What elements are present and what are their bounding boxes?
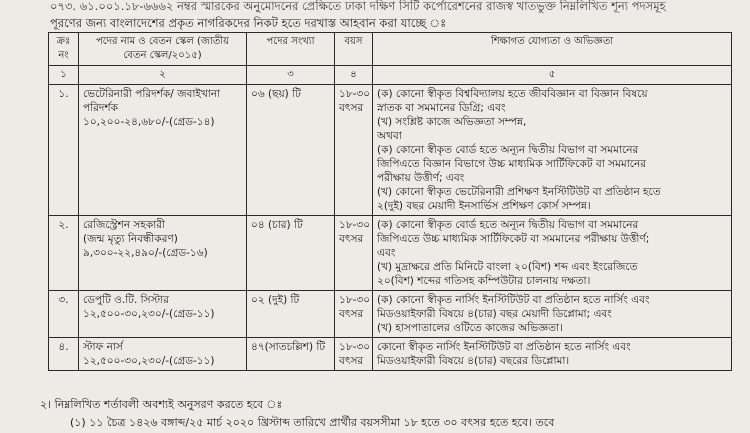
qual-line: (খ) সংশ্লিষ্ট কাজে অভিজ্ঞতা সম্পন্ন, [377, 116, 527, 128]
qual-line: স্নাতক বা সমমানের ডিগ্রি; এবং [377, 102, 506, 114]
table-row [49, 291, 732, 338]
row-count: ৪৭(সাতচল্লিশ) টি [247, 338, 335, 371]
row-qualification [373, 291, 732, 338]
age-line: ১৮-৩০ [339, 294, 371, 306]
qual-line: (ক) কোনো স্বীকৃত নার্সিং ইনস্টিটিউট বা প্রতিষ্ঠান হতে নার্সিং এবং [377, 294, 650, 306]
column-number: ৩ [247, 66, 335, 85]
post-line: ডেপুটি ও.টি. সিস্টার [83, 294, 169, 306]
qual-line: মিডওয়াইফারী বিষয়ে ৪(চার) বছরের ডিপ্লোমা। [377, 355, 570, 367]
qual-line: (খ) কোনো স্বীকৃত ভেটেরিনারী প্রশিক্ষণ ইনস্টিটিউট বা প্রতিষ্ঠান হতে [377, 186, 661, 198]
post-line: ভেটেরিনারী পরিদর্শক/ জবাইখানা [83, 88, 221, 100]
qual-line: এবং [377, 247, 396, 259]
post-line: ৯,৩০০-২২,৪৯০/-(গ্রেড-১৬) [83, 247, 208, 259]
column-number: ২ [79, 66, 247, 85]
header-post: পদের নাম ও বেতন স্কেল (জাতীয় বেতন স্কেল/২০১৫) [79, 33, 247, 66]
table-header-row [49, 33, 732, 66]
qual-line: অথবা [377, 130, 402, 142]
conditions-section [40, 396, 740, 432]
row-post [79, 216, 247, 291]
qual-line: পরীক্ষায় উত্তীর্ণ; এবং [377, 172, 465, 184]
row-qualification [373, 338, 732, 371]
header-serial: ক্রঃ নং [49, 33, 79, 66]
age-line: বৎসর [339, 233, 364, 245]
row-count: ০২ (দুই) টি [247, 291, 335, 338]
post-line: ১০,২০০-২৪,৬৮০/-(গ্রেড-১৪) [83, 116, 215, 128]
post-line: ১২,৫০০-৩০,২৩০/-(গ্রেড-১১) [83, 355, 215, 367]
intro-line-2: পূরণের জন্য বাংলাদেশের প্রকৃত নাগরিকদের নিকট হতে দরখাস্ত আহবান করা যাচ্ছে ঃ [50, 16, 447, 30]
table-row [49, 338, 732, 371]
qual-line: (ক) কোনো স্বীকৃত বোর্ড হতে অন্যূন দ্বিতীয় বিভাগ বা সমমানের [377, 144, 639, 156]
intro-text [50, 0, 740, 32]
column-number: ১ [49, 66, 79, 85]
row-serial: ৩. [49, 291, 79, 338]
condition-item: (১) ১১ চৈত্র ১৪২৬ বঙ্গাব্দ/২৫ মার্চ ২০২০ খ্রিস্টাব্দ তারিখে প্রার্থীর বয়সসীমা ১৮ হতে ৩০ বৎসর হতে হবে। তবে [70, 416, 555, 429]
row-qualification [373, 85, 732, 216]
row-serial: ১. [49, 85, 79, 216]
post-line: (জন্ম মৃত্যু নিবন্ধীকরণ) [83, 233, 178, 245]
row-count: ০৬ (ছয়) টি [247, 85, 335, 216]
post-line: পরিদর্শক [83, 102, 118, 114]
row-age [335, 291, 373, 338]
qual-line: জিপিএতে উচ্চ মাধ্যমিক সার্টিফিকেট বা সমমানের পরীক্ষায় উত্তীর্ণ; [377, 233, 650, 245]
column-number: ৫ [373, 66, 732, 85]
age-line: ১৮-৩০ [339, 341, 371, 353]
row-post [79, 291, 247, 338]
intro-line-1: ০৭৩. ৬১.০০১.১৮-৬৬৬২ নম্বর স্মারকের অনুমোদনের প্রেক্ষিতে ঢাকা দক্ষিণ সিটি কর্পোরেশনের রাজস্ব খাতভুক্ত নিম্নলিখিত শূন্য পদসমূহ [50, 0, 666, 13]
qual-line: ২(দুই) বছর মেয়াদী ইনসার্ভিস প্রশিক্ষণ কোর্স সম্পন্ন। [377, 200, 591, 212]
row-age [335, 85, 373, 216]
qual-line: ২০(বিশ) শব্দের গতিসহ কম্পিউটার চালনায় দক্ষতা। [377, 275, 591, 287]
column-number-row [49, 66, 732, 85]
conditions-heading: ২। নিম্নলিখিত শর্তাবলী অবশ্যই অনুসরণ করতে হবে ঃ [40, 398, 283, 411]
age-line: বৎসর [339, 308, 364, 320]
qual-line: (ক) কোনো স্বীকৃত বিশ্ববিদ্যালয় হতে জীববিজ্ঞান বা বিজ্ঞান বিষয়ে [377, 88, 648, 100]
header-qualification: শিক্ষাগত যোগ্যতা ও অভিজ্ঞতা [373, 33, 732, 66]
age-line: ১৮-৩০ [339, 88, 371, 100]
qual-line: জিপিএতে বিজ্ঞান বিভাগে উচ্চ মাধ্যমিক সার্টিফিকেট বা সমমানের [377, 158, 647, 170]
header-age: বয়স [335, 33, 373, 66]
row-serial: ৪. [49, 338, 79, 371]
row-age [335, 338, 373, 371]
qual-line: (খ) মুদ্রাক্ষরে প্রতি মিনিটে বাংলা ২০(বিশ) শব্দ এবং ইংরেজিতে [377, 261, 638, 273]
row-post [79, 338, 247, 371]
row-post [79, 85, 247, 216]
qual-line: (ক) কোনো স্বীকৃত বোর্ড হতে অন্যূন দ্বিতীয় বিভাগ বা সমমানের [377, 219, 639, 231]
row-serial: ২. [49, 216, 79, 291]
age-line: বৎসর [339, 102, 364, 114]
row-count: ০৪ (চার) টি [247, 216, 335, 291]
post-line: স্টাফ নার্স [83, 341, 123, 353]
qual-line: মিডওয়াইফারী বিষয়ে ৪(চার) বছর মেয়াদী ডিপ্লোমা; এবং [377, 308, 612, 320]
qual-line: (খ) হাসপাতালের ওটিতে কাজের অভিজ্ঞতা। [377, 322, 563, 334]
row-age [335, 216, 373, 291]
age-line: বৎসর [339, 355, 364, 367]
post-line: ১২,৫০০-৩০,২৩০/-(গ্রেড-১১) [83, 308, 215, 320]
age-line: ১৮-৩০ [339, 219, 371, 231]
vacancy-table [48, 32, 732, 371]
post-line: রেজিস্ট্রেশন সহকারী [83, 219, 166, 231]
header-count: পদের সংখ্যা [247, 33, 335, 66]
table-row [49, 85, 732, 216]
table-row [49, 216, 732, 291]
row-qualification [373, 216, 732, 291]
column-number: ৪ [335, 66, 373, 85]
qual-line: কোনো স্বীকৃত নার্সিং ইনস্টিটিউট বা প্রতিষ্ঠান হতে নার্সিং এবং [377, 341, 631, 353]
